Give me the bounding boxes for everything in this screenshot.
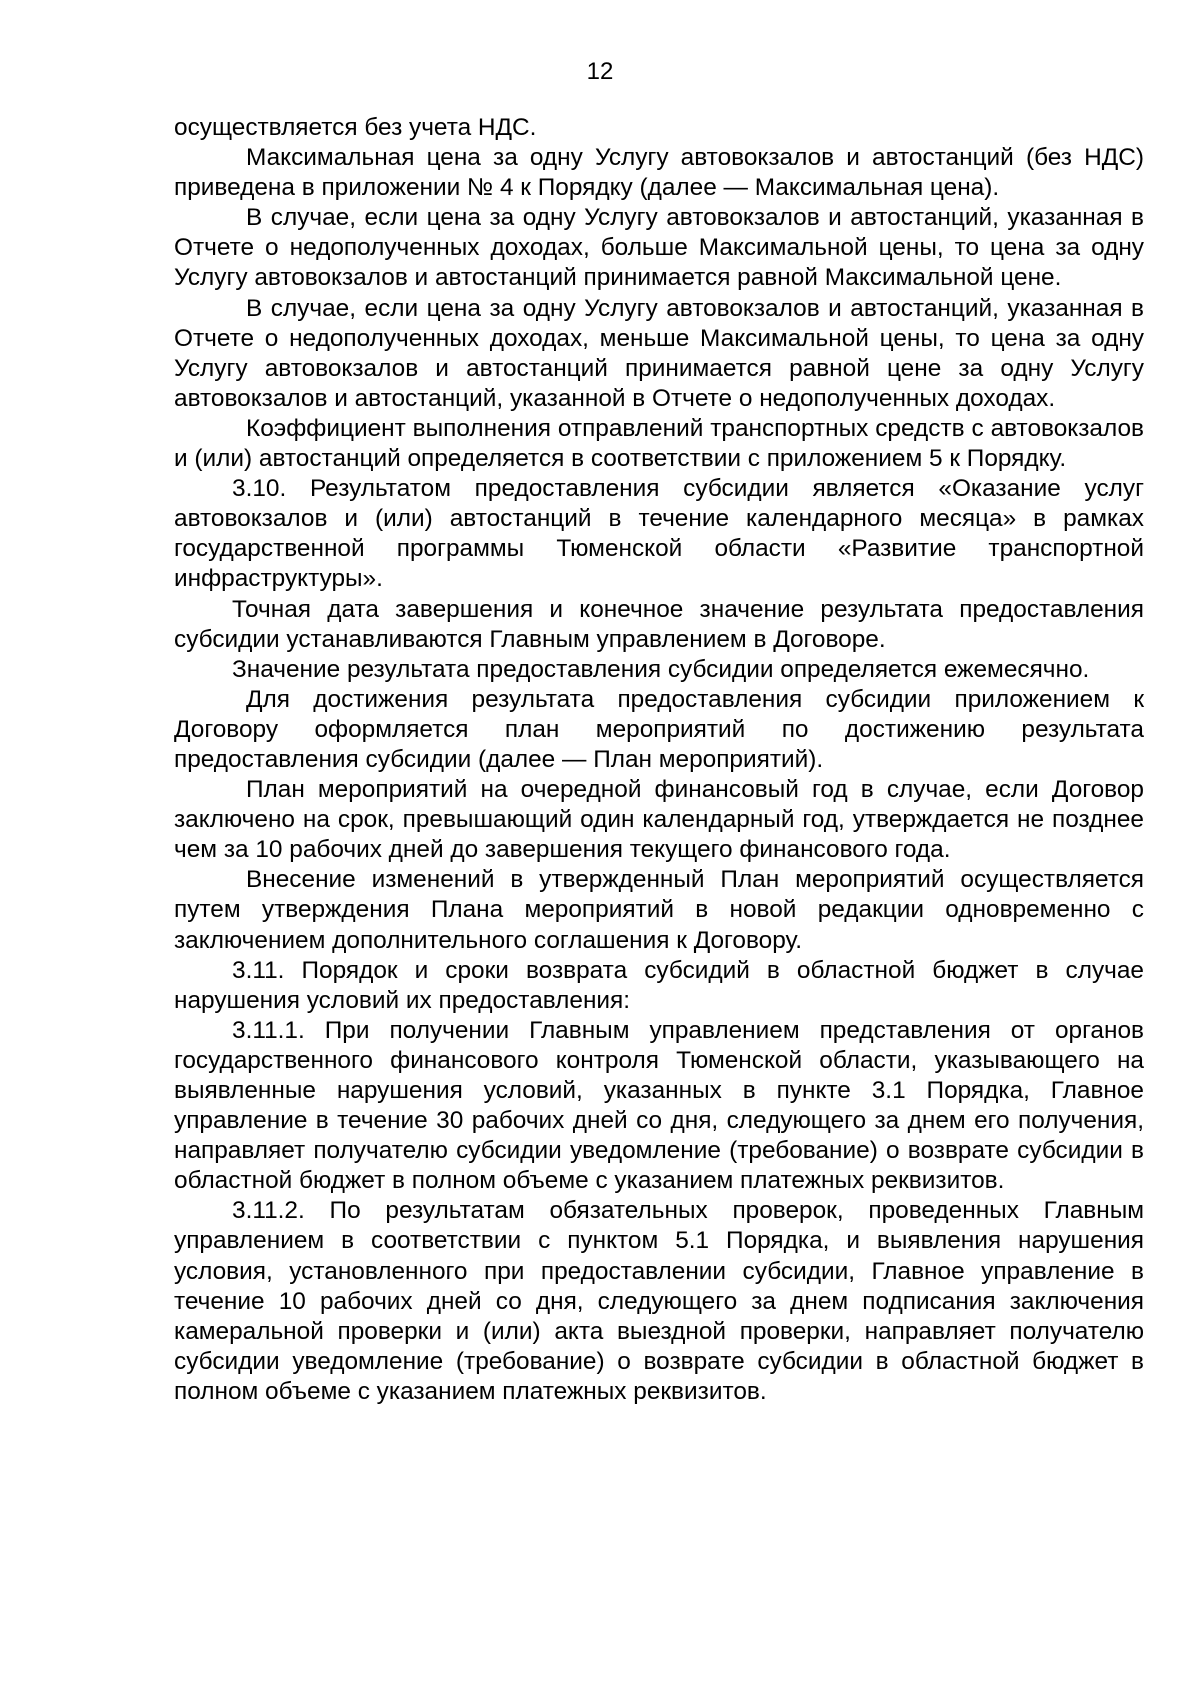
paragraph-4: В случае, если цена за одну Услугу автовокзалов и автостанций, указанная в Отчете о недополученных доходах, меньше Максимальной цены, то цена за одну Услугу автовокзалов и автостанций принимается равной цене за одну Услугу автовокзалов и автостанций, указанной в Отчете о недополученных доходах. <box>174 294 1144 412</box>
paragraph-12: 3.11. Порядок и сроки возврата субсидий в областной бюджет в случае нарушения условий их предоставления: <box>174 956 1144 1014</box>
paragraph-3: В случае, если цена за одну Услугу автовокзалов и автостанций, указанная в Отчете о недополученных доходах, больше Максимальной цены, то цена за одну Услугу автовокзалов и автостанций принимается равной Максимальной цене. <box>174 204 1144 292</box>
paragraph-6: 3.10. Результатом предоставления субсидии является «Оказание услуг автовокзалов и (или) автостанций в течение календарного месяца» в рамках государственной программы Тюменской области «Развитие транспортной инфраструктуры». <box>174 475 1144 593</box>
paragraph-7: Точная дата завершения и конечное значение результата предоставления субсидии устанавливаются Главным управлением в Договоре. <box>174 595 1144 653</box>
document-body <box>174 113 1144 1407</box>
page-number: 12 <box>586 58 614 85</box>
paragraph-13: 3.11.1. При получении Главным управлением представления от органов государственного финансового контроля Тюменской области, указывающего на выявленные нарушения условий, указанных в пункте 3.1 Порядка, Главное управление в течение 30 рабочих дней со дня, следующего за днем его получения, направляет получателю субсидии уведомление (требование) о возврате субсидии в областной бюджет в полном объеме с указанием платежных реквизитов. <box>174 1016 1144 1195</box>
paragraph-8: Значение результата предоставления субсидии определяется ежемесячно. <box>232 655 1090 683</box>
paragraph-14: 3.11.2. По результатам обязательных проверок, проведенных Главным управлением в соответствии с пунктом 5.1 Порядка, и выявления нарушения условия, установленного при предоставлении субсидии, Главное управление в течение 10 рабочих дней со дня, следующего за днем подписания заключения камеральной проверки и (или) акта выездной проверки, направляет получателю субсидии уведомление (требование) о возврате субсидии в областной бюджет в полном объеме с указанием платежных реквизитов. <box>174 1197 1144 1405</box>
paragraph-5: Коэффициент выполнения отправлений транспортных средств с автовокзалов и (или) автостанций определяется в соответствии с приложением 5 к Порядку. <box>174 414 1144 473</box>
paragraph-1: осуществляется без учета НДС. <box>174 114 537 141</box>
paragraph-11: Внесение изменений в утвержденный План мероприятий осуществляется путем утверждения Плана мероприятий в новой редакции одновременно с заключением дополнительного соглашения к Договору. <box>174 866 1144 954</box>
paragraph-10: План мероприятий на очередной финансовый год в случае, если Договор заключено на срок, превышающий один календарный год, утверждается не позднее чем за 10 рабочих дней до завершения текущего финансового года. <box>174 776 1144 864</box>
paragraph-9: Для достижения результата предоставления субсидии приложением к Договору оформляется план мероприятий по достижению результата предоставления субсидии (далее — План мероприятий). <box>174 685 1144 773</box>
paragraph-2: Максимальная цена за одну Услугу автовокзалов и автостанций (без НДС) приведена в приложении № 4 к Порядку (далее — Максимальная цена). <box>174 144 1144 202</box>
